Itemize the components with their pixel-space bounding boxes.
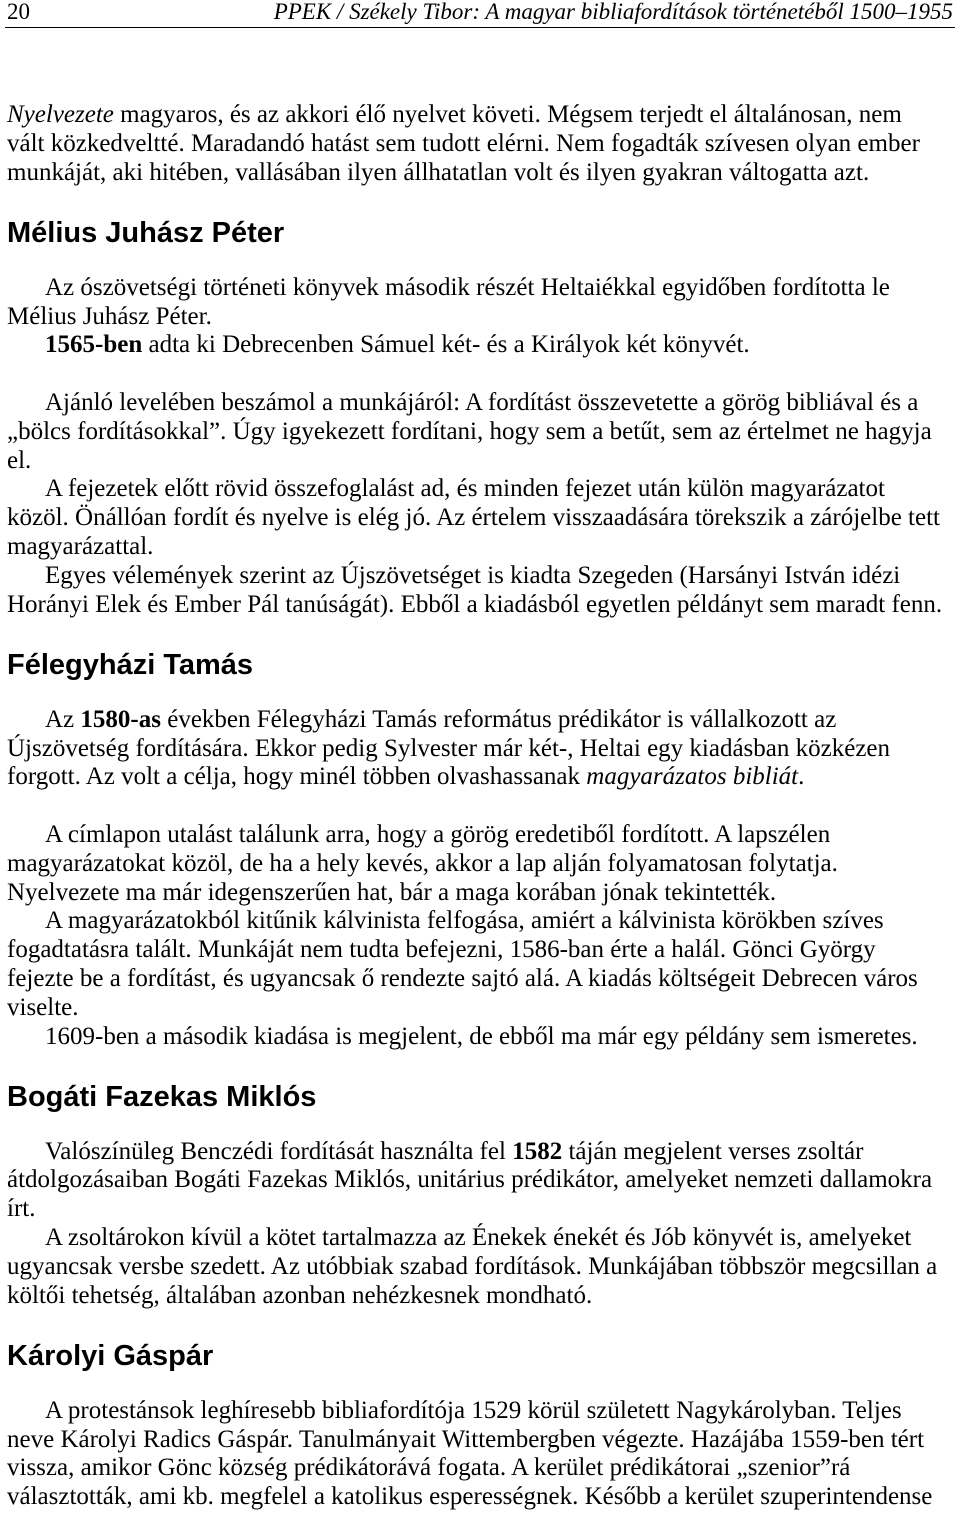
text-line [7, 763, 953, 792]
text-run: táján megjelent verses zsoltár [562, 1137, 864, 1165]
text-line: Horányi Elek és Ember Pál tanúságát). Ebből a kiadásból egyetlen példányt sem maradt fenn. [7, 590, 943, 618]
text-line: A címlapon utalást találunk arra, hogy a görög eredetiből fordított. A lapszélen [45, 820, 831, 848]
paragraph [7, 1397, 953, 1512]
paragraph [7, 706, 953, 792]
text-line: A magyarázatokból kitűnik kálvinista felfogása, amiért a kálvinista körökben szíves [45, 907, 884, 935]
text-line: Ajánló levelében beszámol a munkájáról: A fordítást összevetette a görög bibliával és a [45, 388, 919, 416]
paragraph [7, 274, 953, 332]
text-line: magyarázatokat közöl, de ha a hely kevés, akkor a lap alján folyamatosan folytatja. [7, 849, 838, 877]
text-line: vissza, amikor Gönc község prédikátorává fogata. A kerület prédikátorai „szenior”rá [7, 1454, 851, 1482]
paragraph [7, 907, 953, 1022]
text-line: írt. [7, 1195, 36, 1223]
text-line [7, 1138, 953, 1167]
paragraph [7, 389, 953, 475]
text-run: adta ki Debrecenben Sámuel két- és a Királyok két könyvét. [142, 331, 750, 359]
text-run: forgott. Az volt a célja, hogy minél többen olvashassanak [7, 763, 587, 791]
text-line: 1609-ben a második kiadása is megjelent, de ebből ma már egy példány sem ismeretes. [45, 1022, 918, 1050]
paragraph [7, 1023, 953, 1052]
text-line [7, 101, 953, 130]
italic-text: Nyelvezete [7, 101, 114, 128]
text-run: Valószínüleg Benczédi fordítását használta fel [45, 1137, 513, 1165]
text-run: . [798, 763, 805, 791]
paragraph [7, 821, 953, 907]
paragraph [7, 1138, 953, 1224]
text-run: magyaros, és az akkori élő nyelvet követi. Mégsem terjedt el általánosan, nem [113, 101, 902, 128]
text-line: munkáját, aki hitében, vallásában ilyen állhatatlan volt és ilyen gyakran váltogatta azt. [7, 158, 870, 186]
text-line: „bölcs fordításokkal”. Úgy igyekezett fordítani, hogy sem a betűt, sem az értelmet ne hagyja [7, 417, 932, 445]
bold-text: 1582 [512, 1137, 563, 1165]
bold-text: 1565-ben [45, 331, 143, 359]
text-line: fogadtatásra talált. Munkáját nem tudta befejezni, 1586-ban érte a halál. Gönci György [7, 936, 876, 964]
text-line: választották, ami kb. megfelel a katolikus esperességnek. Később a kerület szuperintendense [7, 1483, 933, 1511]
text-line: A protestánsok leghíresebb bibliafordítója 1529 körül született Nagykárolyban. Teljes [45, 1396, 902, 1424]
text-line: A fejezetek előtt rövid összefoglalást ad, és minden fejezet után külön magyarázatot [45, 475, 885, 503]
text-line [7, 706, 953, 735]
text-run: Az [45, 705, 81, 733]
text-line: A zsoltárokon kívül a kötet tartalmazza az Énekek énekét és Jób könyvét is, amelyeket [45, 1224, 912, 1252]
text-line: vált közkedveltté. Maradandó hatást sem tudott elérni. Nem fogadták szívesen olyan ember [7, 129, 920, 157]
text-line: átdolgozásaiban Bogáti Fazekas Miklós, unitárius prédikátor, amelyeket nemzeti dallamokra [7, 1166, 933, 1194]
text-line: közöl. Önállóan fordít és nyelve is elég jó. Az értelem visszaadására törekszik a zárójelbe tett [7, 504, 940, 532]
paragraph [7, 562, 953, 620]
text-line: Nyelvezete ma már idegenszerűen hat, bár a maga korában jónak tekintették. [7, 878, 777, 906]
text-line: Újszövetség fordítására. Ekkor pedig Sylvester már két-, Heltai egy kiadásban közkézen [7, 734, 891, 762]
section-heading: Károlyi Gáspár [7, 1340, 214, 1373]
paragraph [7, 1224, 953, 1310]
text-line: magyarázattal. [7, 532, 154, 560]
text-line: fejezte be a fordítást, és ugyancsak ő rendezte sajtó alá. A kiadás költségeit Debrecen város [7, 964, 918, 992]
paragraph [7, 101, 953, 187]
running-title: PPEK / Székely Tibor: A magyar bibliafordítások történetéből 1500–1955 [273, 0, 953, 24]
paragraph [7, 331, 953, 360]
section-heading: Félegyházi Tamás [7, 649, 254, 682]
page-number: 20 [7, 0, 30, 24]
text-line [7, 331, 953, 360]
text-line: viselte. [7, 993, 79, 1021]
page-body [7, 101, 953, 1512]
text-line: ugyancsak versbe szedett. Az utóbbiak szabad fordítások. Munkájában többször megcsillan a [7, 1252, 938, 1280]
text-line: költői tehetség, általában azonban nehézkesnek mondható. [7, 1281, 593, 1309]
text-line: Mélius Juhász Péter. [7, 302, 212, 330]
text-line: el. [7, 446, 32, 474]
section-heading: Mélius Juhász Péter [7, 217, 285, 250]
text-line: Egyes vélemények szerint az Újszövetséget is kiadta Szegeden (Harsányi István idézi [45, 561, 901, 589]
text-line: neve Károlyi Radics Gáspár. Tanulmányait Wittembergben végezte. Hazájába 1559-ben tért [7, 1425, 925, 1453]
bold-text: 1580-as [80, 705, 161, 733]
header-divider [5, 27, 955, 28]
text-line: Az ószövetségi történeti könyvek második részét Heltaiékkal egyidőben fordította le [45, 273, 890, 301]
section-heading: Bogáti Fazekas Miklós [7, 1081, 317, 1114]
paragraph [7, 475, 953, 561]
text-run: években Félegyházi Tamás református prédikátor is vállalkozott az [160, 705, 837, 733]
italic-text: magyarázatos bibliát [586, 763, 799, 791]
